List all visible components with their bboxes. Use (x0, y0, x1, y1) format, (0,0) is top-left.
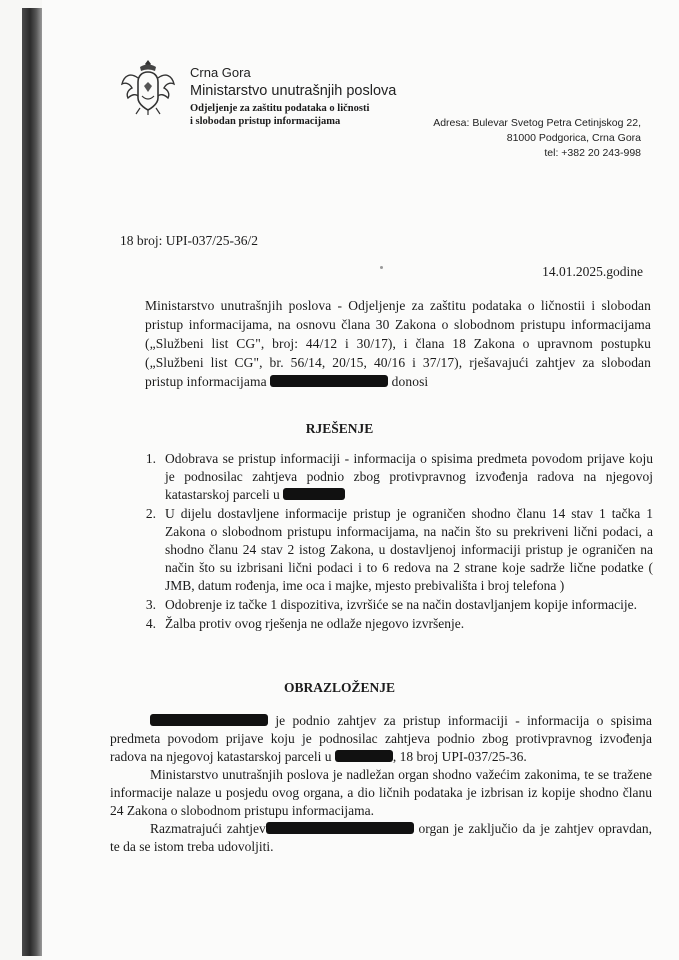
department-line-1: Odjeljenje za zaštitu podataka o ličnosti (190, 102, 370, 114)
reasoning-paragraph-2: Ministarstvo unutrašnjih poslova je nadležan organ shodno važećim zakonima, te se tražene informacije nalaze u posjedu ovog organa, a dio ličnih podataka je izbrisan iz kopije shodno članu 24 Zakona o slobodnom pristupu informacijama. (110, 767, 652, 818)
scan-speck (380, 266, 383, 269)
address-line-1: Adresa: Bulevar Svetog Petra Cetinjskog 22, (433, 117, 641, 129)
decision-heading: RJEŠENJE (305, 421, 374, 436)
decision-item (130, 505, 653, 595)
decision-item (130, 615, 653, 633)
scan-edge (22, 8, 42, 956)
item-number: 1. (145, 451, 156, 466)
redaction-mark (270, 375, 388, 387)
ministry-name: Ministarstvo unutrašnjih poslova (190, 82, 397, 99)
intro-paragraph (145, 296, 651, 391)
phone-number: tel: +382 20 243-998 (544, 147, 641, 160)
item-text: U dijelu dostavljene informacije pristup je ograničen shodno članu 14 stav 1 tačka 1 Zakona o slobodnom pristupu informacijama, na način što su prekriveni lični podaci, a shodno članu 24 stav 2 istog Zakona, u dostavljenoj informaciji pristup je ograničen na način što su izbrisani lični podaci i to 6 redova na 2 strane koje sadrže lične podatke ( JMB, datum rođenja, ime oca i majke, mjesto prebivališta i broj telefona ) (165, 506, 653, 593)
redaction-mark (266, 822, 414, 834)
reference-number: 18 broj: UPI-037/25-36/2 (120, 233, 258, 248)
intro-text: Ministarstvo unutrašnjih poslova - Odjeljenje za zaštitu podataka o ličnostii i slobodan pristup informacijama, na osnovu člana 30 Zakona o slobodnom pristupu informacijama („Službeni list CG", broj: 44/12 i 30/17), i člana 18 Zakona o upravnom postupku („Službeni list CG", br. 56/14, 20/15, 40/16 i 37/17), rješavajući zahtjev za slobodan pristup informacijama (145, 298, 651, 389)
reasoning-heading: OBRAZLOŽENJE (283, 680, 396, 695)
decision-item (130, 596, 653, 614)
redaction-mark (335, 750, 393, 762)
item-text (165, 450, 653, 504)
reasoning-p3-start: Razmatrajući zahtjev (150, 821, 266, 836)
document-date: 14.01.2025.godine (542, 264, 643, 279)
reasoning-section (110, 712, 652, 856)
reasoning-p1-text: je podnio zahtjev za pristup informaciji - informacija o spisima predmeta povodom prijave koju je podnosilac zahtjeva podnio zbog protivpravnog izvođenja radova na njegovoj katastarskoj parceli u (110, 713, 652, 764)
country-name: Crna Gora (190, 65, 251, 80)
department-name (190, 102, 396, 128)
item-number: 3. (145, 597, 156, 612)
address-line-2: 81000 Podgorica, Crna Gora (506, 132, 641, 145)
redaction-mark (283, 488, 345, 500)
item-text: Žalba protiv ovog rješenja ne odlaže njegovo izvršenje. (165, 616, 465, 631)
decision-item (130, 450, 653, 504)
reasoning-paragraph-1 (110, 712, 652, 766)
department-line-2: i slobodan pristup informacijama (190, 115, 341, 127)
item-text-content: Odobrava se pristup informaciji - informacija o spisima predmeta povodom prijave koju je podnosilac zahtjeva podnio zbog protivpravnog izvođenja radova na njegovoj katastarskoj parceli u (165, 451, 653, 502)
reasoning-p3-end: organ je zaključio da je zahtjev opravdan, te da se istom treba udovoljiti. (110, 821, 653, 854)
coat-of-arms-icon (120, 58, 176, 116)
item-number: 4. (145, 616, 156, 631)
redaction-mark (150, 714, 268, 726)
letterhead (190, 66, 396, 128)
reasoning-p1-ref: , 18 broj UPI-037/25-36. (392, 749, 527, 764)
item-text: Odobrenje iz tačke 1 dispozitiva, izvršiće se na način dostavljanjem kopije informacije. (165, 597, 637, 612)
decision-items (130, 450, 653, 634)
intro-end: donosi (391, 374, 429, 389)
reasoning-paragraph-3 (110, 820, 652, 856)
item-number: 2. (145, 506, 156, 521)
contact-block (433, 116, 641, 162)
